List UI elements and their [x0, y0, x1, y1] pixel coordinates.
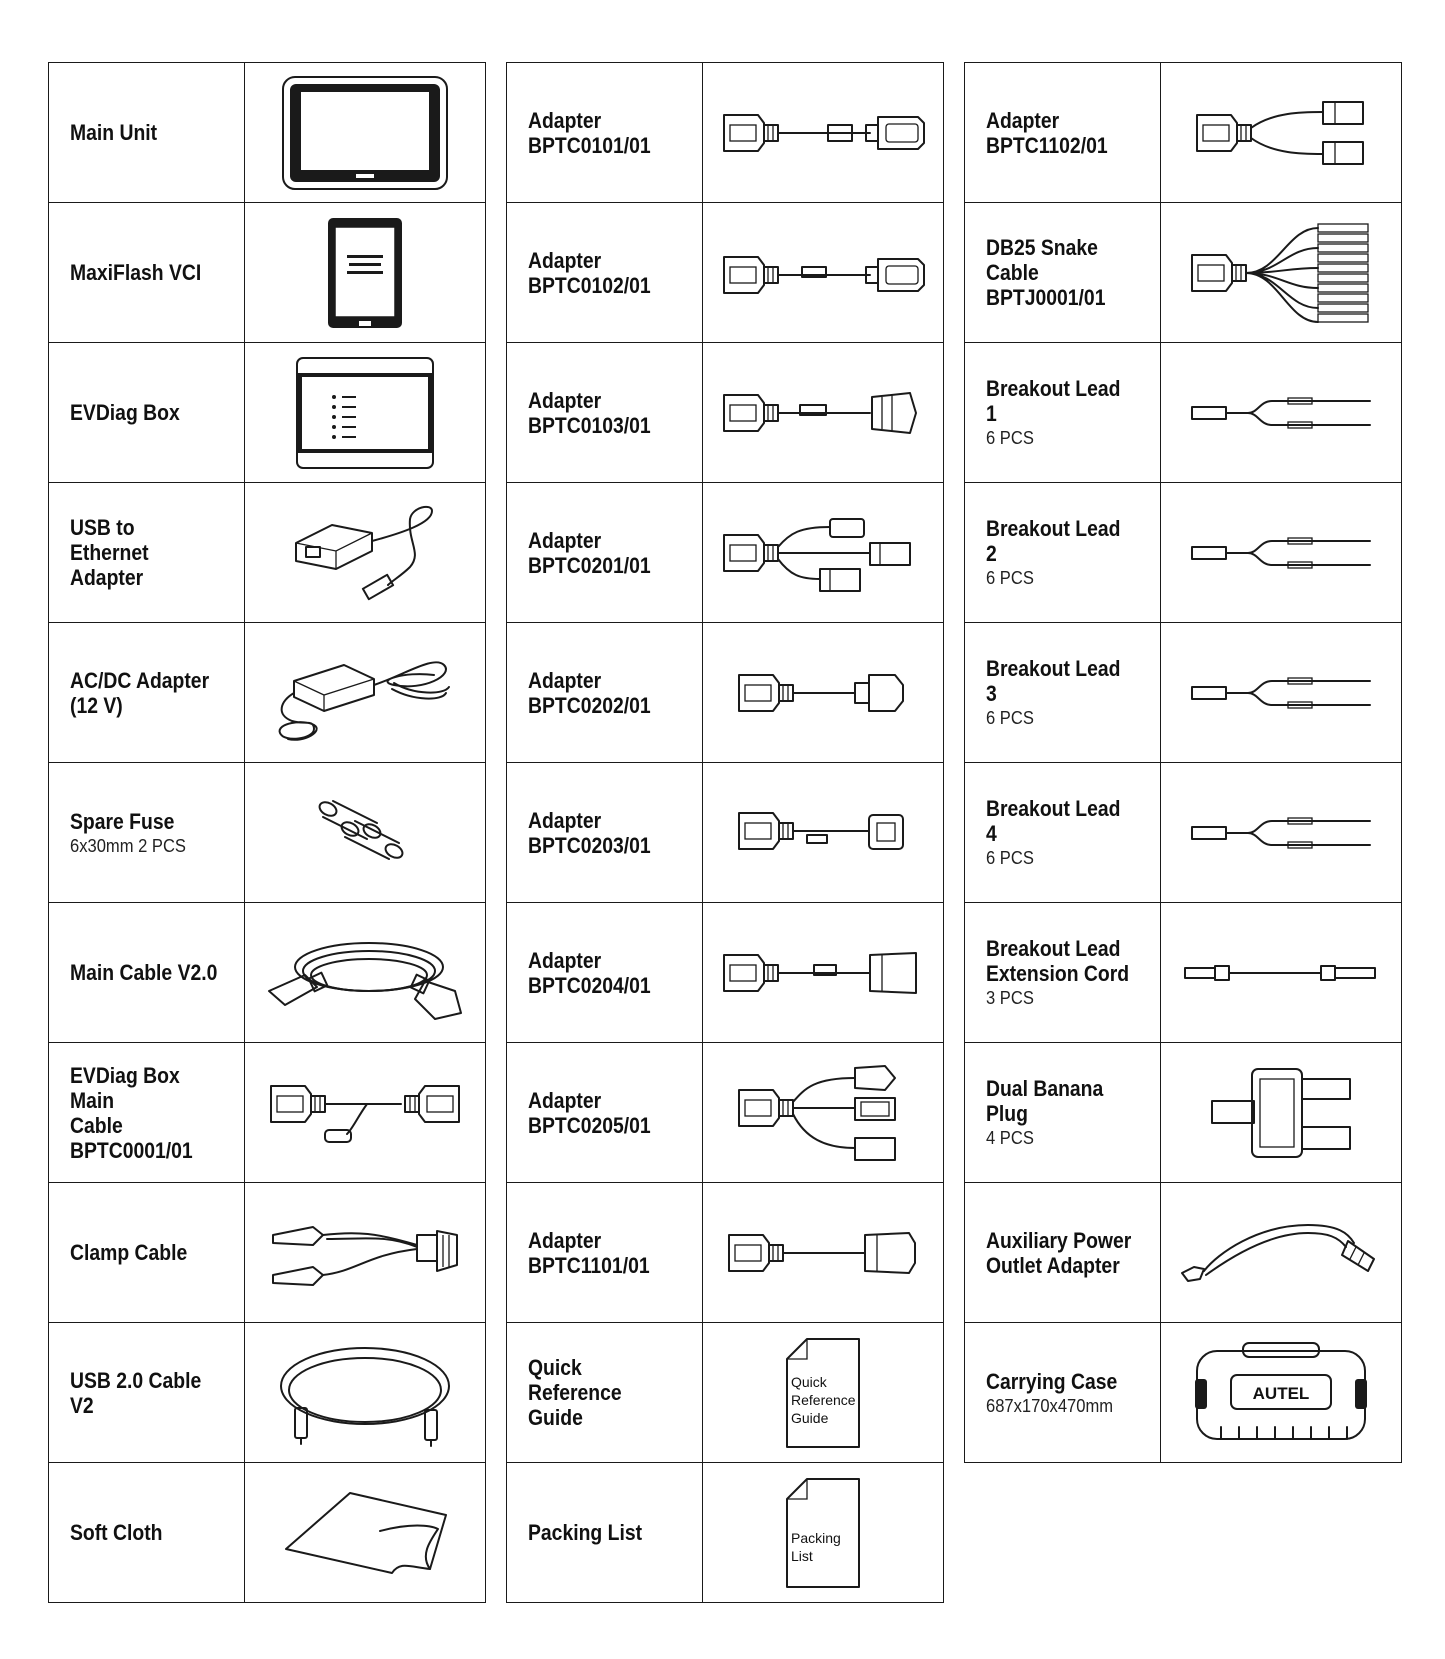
- breakout-lead-icon: [1161, 483, 1402, 622]
- item-label: Adapter BPTC0202/01: [507, 623, 703, 762]
- item-label: USB to Ethernet Adapter: [49, 483, 245, 622]
- item-label: Spare Fuse 6x30mm 2 PCS: [49, 763, 245, 902]
- list-item: [507, 1323, 944, 1463]
- doc-line: Reference: [791, 1391, 856, 1408]
- document-icon: [703, 1323, 944, 1462]
- item-label: Adapter BPTC0204/01: [507, 903, 703, 1042]
- item-label: Adapter BPTC1102/01: [965, 63, 1161, 202]
- list-item: [507, 903, 944, 1043]
- doc-line: Packing: [791, 1529, 841, 1546]
- list-item: [49, 343, 486, 483]
- item-label: EVDiag Box: [49, 343, 245, 482]
- brand-logo: AUTEL: [1252, 1383, 1310, 1403]
- list-item: [507, 1043, 944, 1183]
- item-label: Main Unit: [49, 63, 245, 202]
- column-3: [964, 62, 1402, 1463]
- list-item: [49, 483, 486, 623]
- item-label: Carrying Case 687x170x470mm: [965, 1323, 1161, 1462]
- list-item: [49, 623, 486, 763]
- list-item: [49, 203, 486, 343]
- usb-cable-icon: [245, 1323, 486, 1462]
- list-item: [965, 763, 1402, 903]
- list-item: [965, 63, 1402, 203]
- power-adapter-icon: [245, 623, 486, 762]
- item-label: Clamp Cable: [49, 1183, 245, 1322]
- list-item: [507, 623, 944, 763]
- carrying-case-icon: [1161, 1323, 1402, 1462]
- item-label: Adapter BPTC0203/01: [507, 763, 703, 902]
- list-item: [965, 1043, 1402, 1183]
- item-label: Adapter BPTC0103/01: [507, 343, 703, 482]
- main-cable-icon: [245, 903, 486, 1042]
- item-label: MaxiFlash VCI: [49, 203, 245, 342]
- list-item: [507, 763, 944, 903]
- item-label: Quick Reference Guide: [507, 1323, 703, 1462]
- list-item: [49, 63, 486, 203]
- item-label: Auxiliary Power Outlet Adapter: [965, 1183, 1161, 1322]
- adapter-cable-icon: [703, 63, 944, 202]
- item-label: EVDiag Box Main Cable BPTC0001/01: [49, 1043, 245, 1182]
- breakout-lead-icon: [1161, 763, 1402, 902]
- item-label: Adapter BPTC0101/01: [507, 63, 703, 202]
- list-item: [507, 483, 944, 623]
- list-item: [49, 1183, 486, 1323]
- item-label: Main Cable V2.0: [49, 903, 245, 1042]
- vci-box-icon: [245, 203, 486, 342]
- list-item: [507, 1183, 944, 1323]
- list-item: [49, 903, 486, 1043]
- cloth-icon: [245, 1463, 486, 1602]
- list-item: [507, 63, 944, 203]
- document-icon: [703, 1463, 944, 1602]
- adapter-split-icon: [703, 1043, 944, 1182]
- item-label: Breakout Lead 2 6 PCS: [965, 483, 1161, 622]
- doc-line: List: [791, 1547, 813, 1564]
- list-item: [965, 483, 1402, 623]
- adapter-split-icon: [703, 483, 944, 622]
- fuse-icon: [245, 763, 486, 902]
- adapter-y-icon: [1161, 63, 1402, 202]
- adapter-cable-icon: [703, 623, 944, 762]
- evdiag-cable-icon: [245, 1043, 486, 1182]
- banana-plug-icon: [1161, 1043, 1402, 1182]
- list-item: [49, 1323, 486, 1463]
- item-label: Dual Banana Plug 4 PCS: [965, 1043, 1161, 1182]
- item-label: Soft Cloth: [49, 1463, 245, 1602]
- extension-cord-icon: [1161, 903, 1402, 1042]
- list-item: [965, 623, 1402, 763]
- list-item: [49, 1463, 486, 1603]
- adapter-cable-icon: [703, 763, 944, 902]
- column-2: [506, 62, 944, 1603]
- list-item: [49, 763, 486, 903]
- doc-line: Guide: [791, 1409, 829, 1426]
- adapter-cable-icon: [703, 1183, 944, 1322]
- item-label: Breakout Lead 1 6 PCS: [965, 343, 1161, 482]
- item-label: DB25 Snake Cable BPTJ0001/01: [965, 203, 1161, 342]
- item-label: Packing List: [507, 1463, 703, 1602]
- item-label: Breakout Lead 3 6 PCS: [965, 623, 1161, 762]
- doc-line: Quick: [791, 1373, 827, 1390]
- column-1: [48, 62, 486, 1603]
- tablet-icon: [245, 63, 486, 202]
- list-item: [965, 203, 1402, 343]
- item-label: Adapter BPTC1101/01: [507, 1183, 703, 1322]
- list-item: [965, 343, 1402, 483]
- usb-ethernet-adapter-icon: [245, 483, 486, 622]
- adapter-cable-icon: [703, 203, 944, 342]
- adapter-cable-icon: [703, 903, 944, 1042]
- list-item: [507, 203, 944, 343]
- clamp-cable-icon: [245, 1183, 486, 1322]
- list-item: [965, 903, 1402, 1043]
- item-label: Adapter BPTC0102/01: [507, 203, 703, 342]
- item-label: USB 2.0 Cable V2: [49, 1323, 245, 1462]
- item-label: Adapter BPTC0205/01: [507, 1043, 703, 1182]
- list-item: [965, 1183, 1402, 1323]
- item-label: AC/DC Adapter (12 V): [49, 623, 245, 762]
- evdiag-box-icon: [245, 343, 486, 482]
- list-item: [507, 343, 944, 483]
- breakout-lead-icon: [1161, 623, 1402, 762]
- item-label: Breakout Lead 4 6 PCS: [965, 763, 1161, 902]
- list-item: [49, 1043, 486, 1183]
- adapter-cable-icon: [703, 343, 944, 482]
- list-item: [507, 1463, 944, 1603]
- item-label: Breakout Lead Extension Cord 3 PCS: [965, 903, 1161, 1042]
- snake-cable-icon: [1161, 203, 1402, 342]
- item-label: Adapter BPTC0201/01: [507, 483, 703, 622]
- breakout-lead-icon: [1161, 343, 1402, 482]
- list-item: [965, 1323, 1402, 1463]
- cigarette-adapter-icon: [1161, 1183, 1402, 1322]
